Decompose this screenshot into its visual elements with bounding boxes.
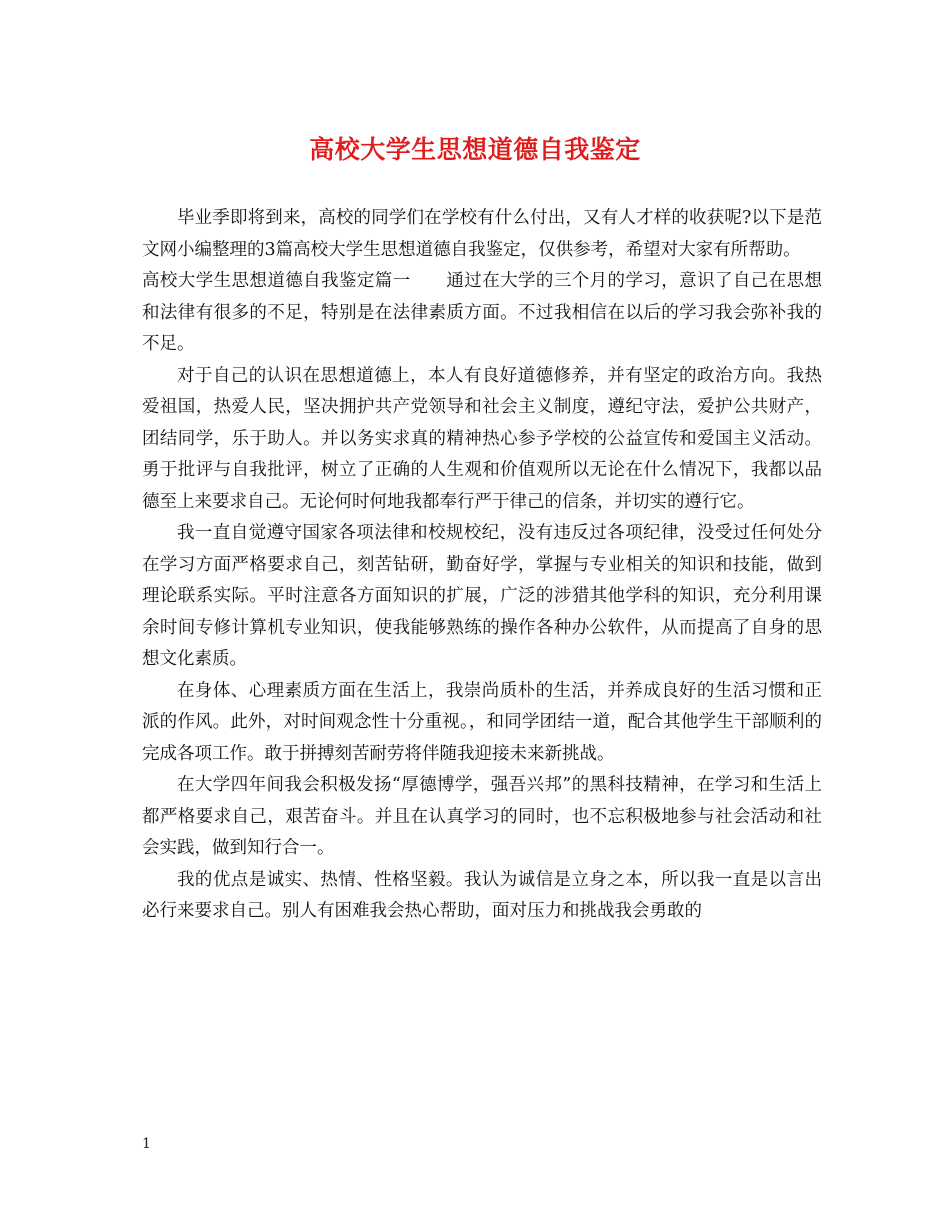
paragraph-intro: 毕业季即将到来，高校的同学们在学校有什么付出，又有人才样的收获呢?以下是范文网小编整理的3篇高校大学生思想道德自我鉴定，仅供参考，希望对大家有所帮助。 bbox=[142, 208, 822, 260]
paragraph-study: 我一直自觉遵守国家各项法律和校规校纪，没有违反过各项纪律，没受过任何处分 在学习方面严格要求自己，刻苦钻研，勤奋好学，掌握与专业相关的知识和技能，做到理论联系实际。平时注意各方面知识的扩展，广泛的涉猎其他学科的知识，充分利用课余时间专修计算机专业知识，使我能够熟练的操作各种办公软件，从而提高了自身的思想文化素质。 bbox=[142, 523, 822, 669]
document-body bbox=[142, 203, 822, 928]
paragraph-strengths: 我的优点是诚实、热情、性格坚毅。我认为诚信是立身之本，所以我一直是以言出必行来要求自己。别人有困难我会热心帮助，面对压力和挑战我会勇敢的 bbox=[142, 869, 822, 921]
paragraph-life: 在身体、心理素质方面在生活上，我崇尚质朴的生活，并养成良好的生活习惯和正派的作风。此外，对时间观念性十分重视。，和同学团结一道，配合其他学生干部顺利的完成各项工作。敢于拼搏刻苦耐劳将伴随我迎接未来新挑战。 bbox=[142, 680, 822, 764]
document-title: 高校大学生思想道德自我鉴定 bbox=[309, 135, 641, 164]
paragraph-section-one: 高校大学生思想道德自我鉴定篇一 通过在大学的三个月的学习，意识了自己在思想和法律有很多的不足，特别是在法律素质方面。不过我相信在以后的学习我会弥补我的不足。 bbox=[142, 271, 822, 354]
paragraph-university: 在大学四年间我会积极发扬“厚德博学，强吾兴邦”的黑科技精神，在学习和生活上都严格要求自己，艰苦奋斗。并且在认真学习的同时，也不忘积极地参与社会活动和社会实践，做到知行合一。 bbox=[142, 775, 822, 858]
paragraph-moral: 对于自己的认识在思想道德上，本人有良好道德修养，并有坚定的政治方向。我热爱祖国，热爱人民，坚决拥护共产党领导和社会主义制度，遵纪守法，爱护公共财产，团结同学，乐于助人。并以务实求真的精神热心参予学校的公益宣传和爱国主义活动。 勇于批评与自我批评，树立了正确的人生观和价值观所以无论在什么情况下，我都以品德至上来要求自己。无论何时何地我都奉行严于律己的信条，并切实的遵行它。 bbox=[142, 365, 822, 512]
page-number: 1 bbox=[142, 1136, 151, 1152]
